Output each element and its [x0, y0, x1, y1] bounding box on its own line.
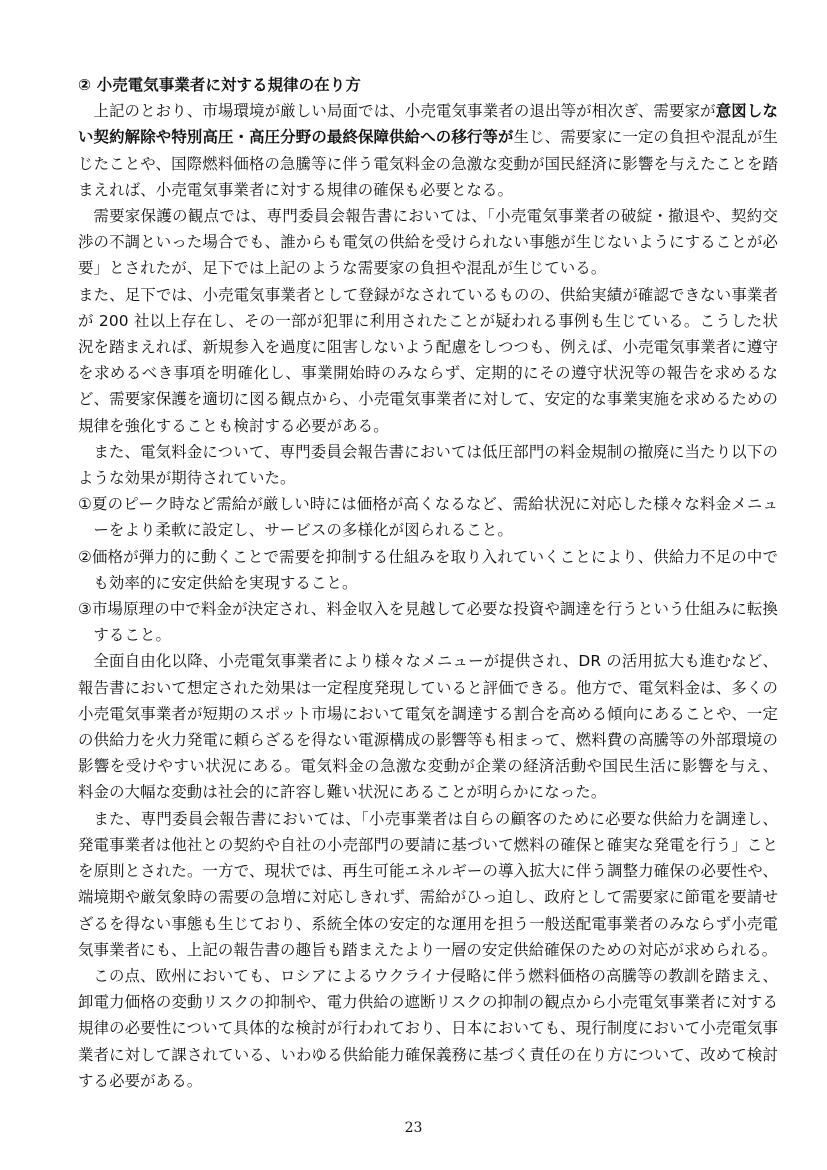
list-item: ③市場原理の中で料金が決定され、料金収入を見越して必要な投資や調達を行うという仕組みに転換すること。 — [78, 600, 778, 645]
paragraph-7: この点、欧州においても、ロシアによるウクライナ侵略に伴う燃料価格の高騰等の教訓を踏まえ、卸電力価格の変動リスクの抑制や、電力供給の遮断リスクの抑制の観点から小売電気事業者に対する規律の必要性について具体的な検討が行われており、日本においても、現行制度において小売電気事業者に対して課されている、いわゆる供給能力確保義務に基づく責任の在り方について、改めて検討する必要がある。 — [78, 966, 778, 1090]
paragraph-1 — [78, 98, 778, 203]
paragraph-2: 需要家保護の観点では、専門委員会報告書においては、「小売電気事業者の破綻・撤退や、契約交渉の不調といった場合でも、誰からも電気の供給を受けられない事態が生じないようにすることが必要」とされたが、足下では上記のような需要家の負担や混乱が生じている。 — [78, 207, 778, 278]
paragraph-1-text-a: 上記のとおり、市場環境が厳しい局面では、小売電気事業者の退出等が相次ぎ、需要家が — [93, 102, 716, 121]
list-item: ②価格が弾力的に動くことで需要を抑制する仕組みを取り入れていくことにより、供給力不足の中でも効率的に安定供給を実現すること。 — [78, 547, 778, 592]
document-body — [78, 72, 778, 1094]
page-number: 23 — [404, 1120, 423, 1136]
paragraph-5: 全面自由化以降、小売電気事業者により様々なメニューが提供され、DR の活用拡大も進むなど、報告書において想定された効果は一定程度発現していると評価できる。他方で、電気料金は、多くの小売電気事業者が短期のスポット市場において電気を調達する割合を高める傾向にあることや、一定の供給力を火力発電に頼らざるを得ない電源構成の影響等も相まって、燃料費の高騰等の外部環境の影響を受けやすい状況にある。電気料金の急激な変動が企業の経済活動や国民生活に影響を与え、料金の大幅な変動は社会的に許容し難い状況にあることが明らかになった。 — [78, 652, 778, 802]
paragraph-4: また、電気料金について、専門委員会報告書においては低圧部門の料金規制の撤廃に当たり以下のような効果が期待されていた。 — [78, 442, 778, 488]
paragraph-1-text-b: 生じ、需要家に一定の負担や混乱が生じたことや、国際燃料価格の急騰等に伴う電気料金の急激な変動が国民経済に影響を与えたことを踏まえれば、小売電気事業者に対する規律の確保も必要となる。 — [78, 128, 778, 199]
paragraph-1-bold-text: 意図しない契約解除や特別高圧・高圧分野の最終保障供給への移行等が — [78, 102, 778, 147]
section-heading: ② 小売電気事業者に対する規律の在り方 — [78, 76, 361, 94]
paragraph-6: また、専門委員会報告書においては、「小売事業者は自らの顧客のために必要な供給力を調達し、発電事業者は他社との契約や自社の小売部門の要請に基づいて燃料の確保と確実な発電を行う」ことを原則とされた。一方で、現状では、再生可能エネルギーの導入拡大に伴う調整力確保の必要性や、端境期や厳気象時の需要の急増に対応しきれず、需給がひっ迫し、政府として需要家に節電を要請せざるを得ない事態も生じており、系統全体の安定的な運用を担う一般送配電事業者のみならず小売電気事業者にも、上記の報告書の趣旨も踏まえたより一層の安定供給確保のための対応が求められる。 — [78, 809, 778, 959]
list-item: ①夏のピーク時など需給が厳しい時には価格が高くなるなど、需給状況に対応した様々な料金メニューをより柔軟に設定し、サービスの多様化が図られること。 — [78, 495, 778, 540]
paragraph-3: また、足下では、小売電気事業者として登録がなされているものの、供給実績が確認できない事業者が 200 社以上存在し、その一部が犯罪に利用されたことが疑われる事例も生じている。こうした状況を踏まえれば、新規参入を過度に阻害しないよう配慮をしつつも、例えば、小売電気事業者に遵守を求めるべき事項を明確化し、事業開始時のみならず、定期的にその遵守状況等の報告を求めるなど、需要家保護を適切に図る観点から、小売電気事業者に対して、安定的な事業実施を求めるための規律を強化することも検討する必要がある。 — [78, 285, 778, 435]
